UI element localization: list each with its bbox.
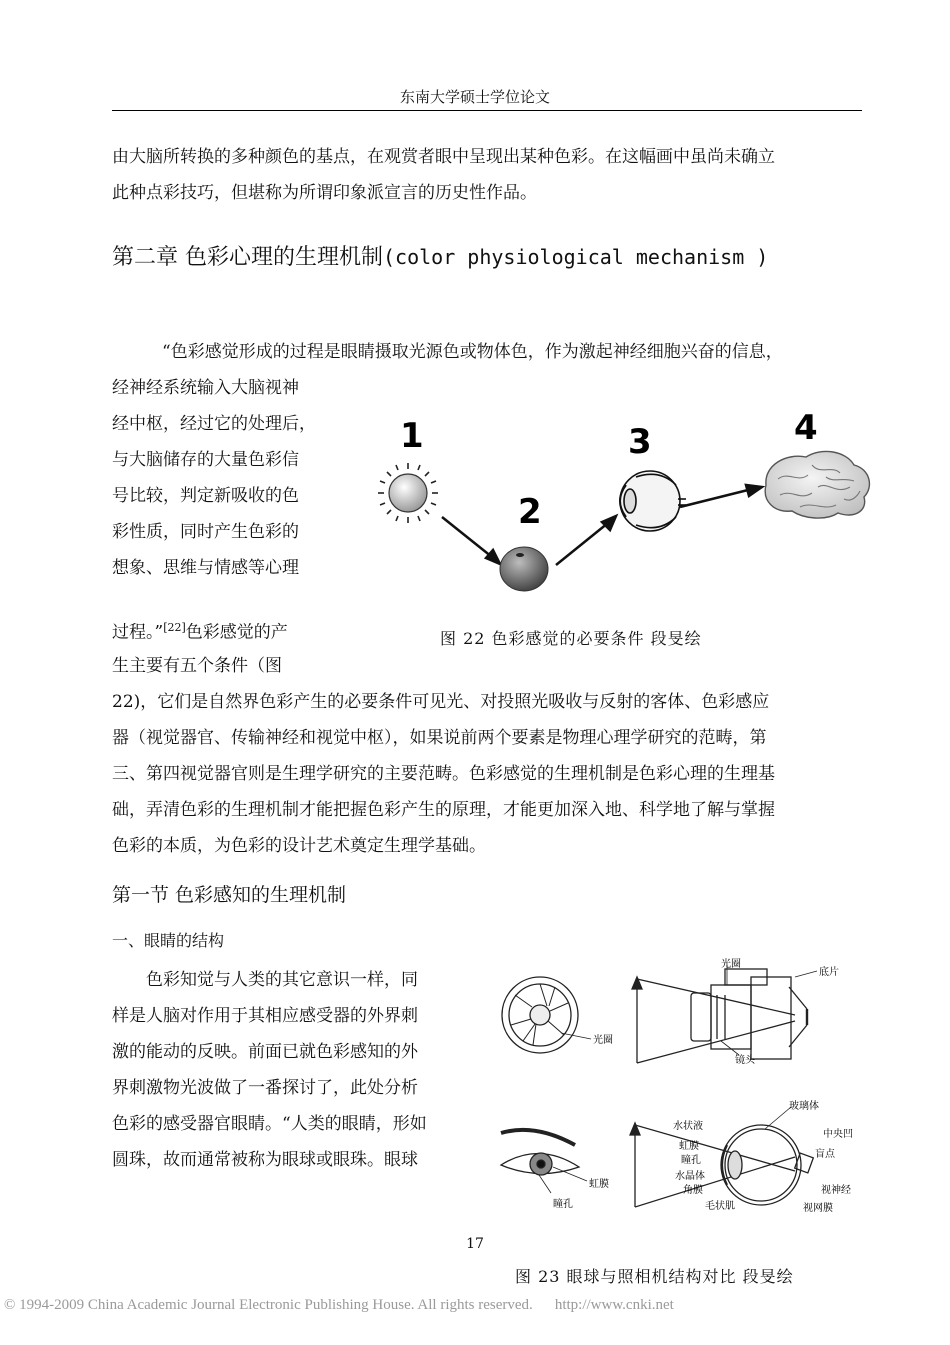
figure-number-2: 2: [518, 492, 542, 532]
quote-side-line: 彩性质，同时产生色彩的: [112, 522, 299, 542]
figure-23-caption: 图 23 眼球与照相机结构对比 段旻绘: [515, 1267, 794, 1286]
quote-side-line: 号比较，判定新吸收的色: [112, 486, 299, 506]
chapter-title-en: (color physiological mechanism ): [383, 245, 769, 269]
section-line: 界刺激物光波做了一番探讨了，此处分析: [112, 1078, 418, 1098]
figure-23-illustration: [495, 955, 875, 1220]
process-text-b: 色彩感觉的产: [185, 622, 288, 643]
eye-label: 虹膜: [679, 1141, 699, 1152]
figure-number-4: 4: [794, 408, 818, 448]
quote-line-1: “色彩感觉形成的过程是眼睛摄取光源色或物体色，作为激起神经细胞兴奋的信息，: [162, 342, 783, 362]
section-line: 圆珠，故而通常被称为眼球或眼珠。眼球: [112, 1150, 418, 1170]
intro-line-1: 由大脑所转换的多种颜色的基点，在观赏者眼中呈现出某种色彩。在这幅画中虽尚未确立: [112, 147, 775, 167]
quote-process-line: [112, 610, 288, 651]
intro-line-2: 此种点彩技巧，但堪称为所谓印象派宣言的历史性作品。: [112, 183, 537, 203]
body-line: 22)，它们是自然界色彩产生的必要条件可见光、对投照光吸收与反射的客体、色彩感应: [112, 692, 770, 712]
figure-22-caption: 图 22 色彩感觉的必要条件 段旻绘: [440, 629, 702, 648]
quote-side-line: 与大脑储存的大量色彩信: [112, 450, 299, 470]
chapter-title: [112, 240, 768, 271]
section-line: 样是人脑对作用于其相应感受器的外界刺: [112, 1006, 418, 1026]
camera-label: 光圈: [721, 959, 741, 970]
eye-icon: [620, 471, 686, 531]
footer-link[interactable]: http://www.cnki.net: [554, 1297, 674, 1313]
brain-icon: [765, 451, 869, 518]
section-line: 激的能动的反映。前面已就色彩感知的外: [112, 1042, 418, 1062]
eye-label: 虹膜: [589, 1179, 609, 1190]
quote-next-line: 生主要有五个条件（图: [112, 656, 282, 676]
camera-object-arrow: [632, 977, 795, 1063]
eye-label: 瞳孔: [553, 1199, 573, 1210]
object-apple-icon: [500, 547, 548, 591]
section-line: 色彩知觉与人类的其它意识一样，同: [146, 970, 418, 990]
footer: [4, 1297, 674, 1314]
eye-label: 角膜: [683, 1185, 703, 1196]
body-line: 器（视觉器官、传输神经和视觉中枢），如果说前两个要素是物理心理学研究的范畴，第: [112, 728, 767, 748]
eye-label: 瞳孔: [681, 1155, 701, 1166]
running-header: 东南大学硕士学位论文: [399, 88, 550, 106]
camera-label: 镜头: [735, 1055, 755, 1066]
quote-side-line: 想象、思维与情感等心理: [112, 558, 299, 578]
section-title: 第一节 色彩感知的生理机制: [112, 884, 347, 906]
body-line: 础，弄清色彩的生理机制才能把握色彩产生的原理，才能更加深入地、科学地了解与掌握: [112, 800, 775, 820]
eye-label: 毛状肌: [705, 1201, 735, 1212]
process-text: 过程。”: [112, 622, 164, 643]
eye-label: 中央凹: [823, 1129, 853, 1140]
citation-ref: [22]: [163, 621, 186, 634]
body-line: 色彩的本质，为色彩的设计艺术奠定生理学基础。: [112, 836, 486, 856]
eye-label: 水状液: [673, 1121, 703, 1132]
body-line: 三、第四视觉器官则是生理学研究的主要范畴。色彩感觉的生理机制是色彩心理的生理基: [112, 764, 775, 784]
subsection-title: 一、眼睛的结构: [112, 931, 225, 950]
eyeball-section: [630, 1107, 813, 1207]
camera-body: [691, 965, 817, 1059]
arrows: [442, 485, 762, 565]
figure-number-1: 1: [400, 416, 424, 456]
eye-label: 视神经: [821, 1185, 851, 1196]
camera-label: 光圈: [593, 1035, 613, 1046]
figure-number-3: 3: [628, 422, 652, 462]
sun-icon: [378, 463, 438, 523]
chapter-title-cn: 第二章 色彩心理的生理机制: [112, 245, 383, 270]
figure-22-illustration: [360, 395, 880, 610]
quote-side-line: 经神经系统输入大脑视神: [112, 378, 299, 398]
eye-label: 玻璃体: [789, 1101, 819, 1112]
header-rule: [112, 110, 862, 111]
outer-eye-icon: [501, 1130, 587, 1193]
aperture-icon: [502, 977, 591, 1053]
eye-label: 视网膜: [803, 1203, 833, 1214]
eye-label: 盲点: [815, 1149, 835, 1160]
quote-side-line: 经中枢，经过它的处理后，: [112, 414, 316, 434]
copyright-text: © 1994-2009 China Academic Journal Electronic Publishing House. All rights reserved.: [4, 1297, 533, 1313]
section-line: 色彩的感受器官眼睛。“人类的眼睛，形如: [112, 1114, 427, 1134]
camera-label: 底片: [819, 967, 839, 978]
eye-label: 水晶体: [675, 1171, 705, 1182]
page-number: 17: [466, 1236, 484, 1252]
